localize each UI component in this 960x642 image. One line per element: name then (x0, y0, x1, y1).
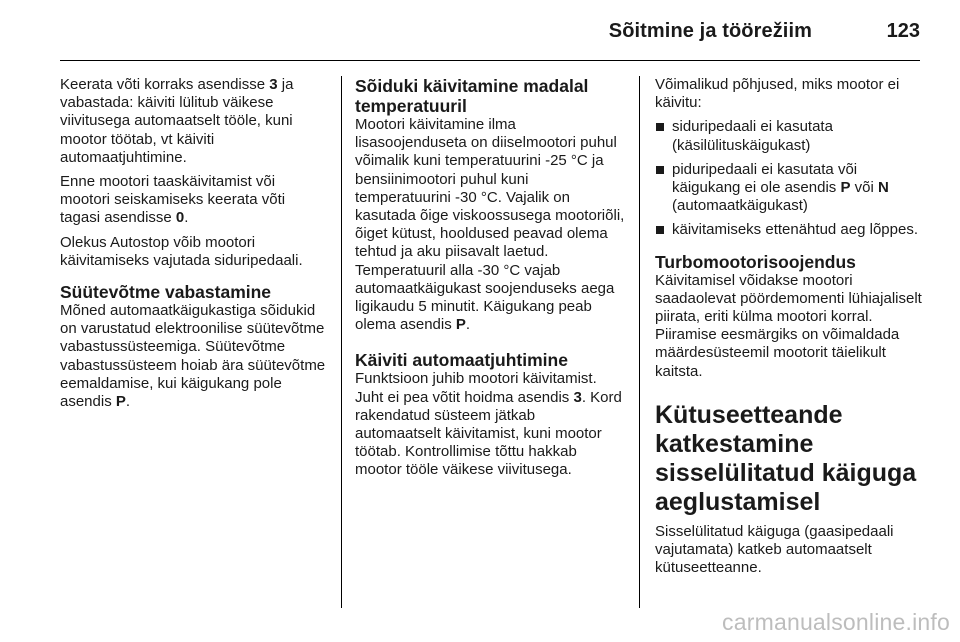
page-number: 123 (886, 20, 920, 42)
paragraph: Mootori käivitamine ilma lisasoojenduseta on diiselmootori puhul võimalik kuni temperatuurini -25 °C ja bensiinimootori puhul kuni temperatuurini -30 °C. Vajalik on kasutada õige viskoossusega mootoriõli, õiget kütust, hooldused peavad olema tehtud ja aku piisavalt laetud. Temperatuuril alla -30 °C vajab automaatkäigukast soojenduseks aega ligikaudu 5 minutit. Käigukang peab olema asendis P. (355, 116, 625, 334)
header-rule (60, 60, 920, 61)
list-item: käivitamiseks ettenähtud aeg lõppes. (655, 221, 925, 239)
list-item: siduripedaali ei kasutata (käsilülituskäigukast) (655, 118, 925, 154)
paragraph: Olekus Autostop võib mootori käivitamiseks vajutada siduripedaali. (60, 233, 303, 269)
paragraph: Sisselülitatud käiguga (gaasipedaali vajutamata) katkeb automaatselt kütuseetteanne. (655, 522, 894, 577)
section-heading: Turbomootorisoojendus (655, 251, 856, 272)
chapter-heading: Kütuseetteande katkestamine sisselülitatud käiguga aeglustamisel (655, 400, 917, 516)
section-heading: Käiviti automaatjuhtimine (355, 350, 568, 371)
column-divider-2 (639, 76, 640, 608)
section-heading: Süütevõtme vabastamine (60, 282, 272, 303)
section-heading: Sõiduki käivitamine madalal temperatuuril (355, 76, 589, 116)
column-3 (655, 76, 925, 583)
paragraph: Funktsioon juhib mootori käivitamist. Juht ei pea võtit hoidma asendis 3. Kord rakendatud süsteem jätkab automaatselt käivitamist, kuni mootor töötab. Kontrollimise tõttu hakkab mootor tööle väikese viivitusega. (355, 370, 622, 479)
paragraph: Keerata võti korraks asendisse 3 ja vabastada: käiviti lülitub väikese viivitusega automaatselt tööle, kuni mootor töötab, vt käiviti automaatjuhtimine. (60, 76, 294, 166)
watermark: carmanualsonline.info (722, 609, 950, 635)
column-1 (60, 76, 328, 417)
page-header-title: Sõitmine ja töörežiim (608, 20, 812, 42)
paragraph: Enne mootori taaskäivitamist või mootori seiskamiseks keerata võti tagasi asendisse 0. (60, 173, 286, 227)
paragraph: Käivitamisel võidakse mootori saadaolevat pöördemomenti lühiajaliselt piirata, eriti külma mootori korral. Piiramise eesmärgiks on võimaldada määrdesüsteemil mootorit täielikult kaitsta. (655, 271, 922, 380)
paragraph: Mõned automaatkäigukastiga sõidukid on varustatud elektroonilise süütevõtme vabastussüsteemiga. Süütevõtme vabastussüsteem hoiab ära süütevõtme eemaldamise, kui käigukang pole asendis P. (60, 302, 326, 411)
list-item: piduripedaali ei kasutata või käigukang ei ole asendis P või N (automaatkäigukast) (655, 161, 925, 216)
column-divider-1 (341, 76, 342, 608)
column-2 (355, 76, 625, 486)
paragraph: Võimalikud põhjused, miks mootor ei käivitu: (655, 76, 900, 112)
bullet-list (655, 118, 925, 239)
